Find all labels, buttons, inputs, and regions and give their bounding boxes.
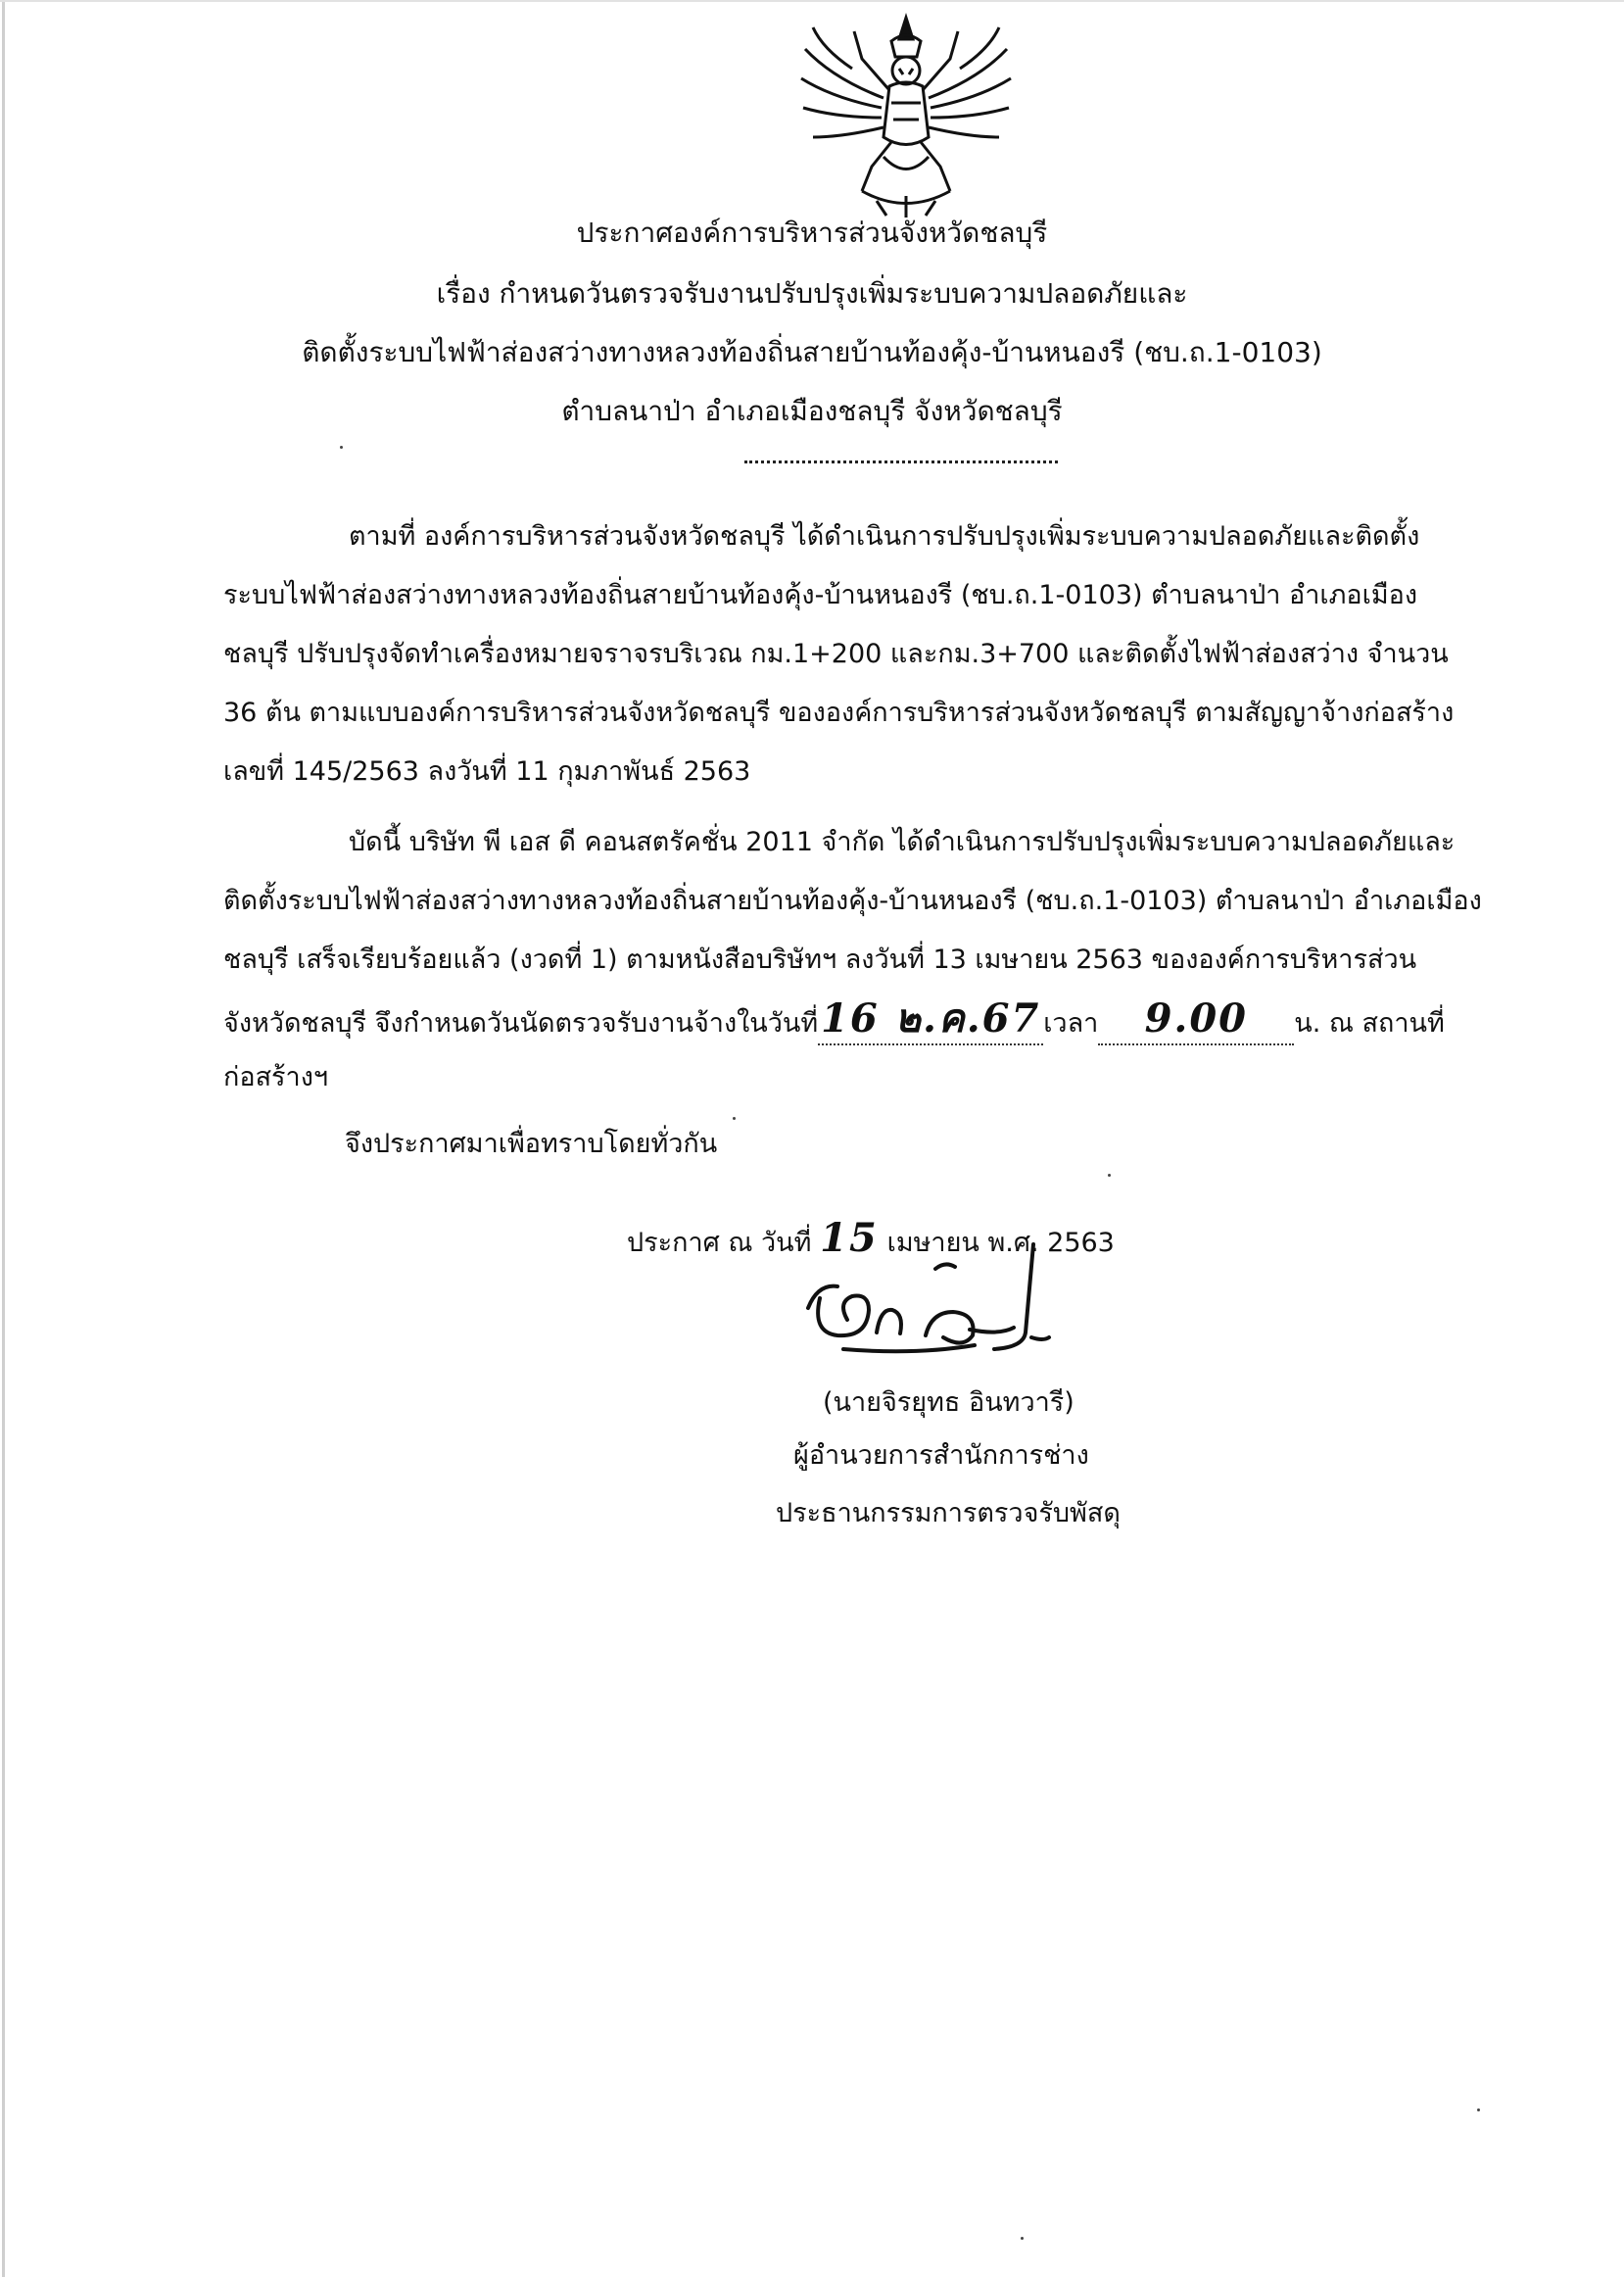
paragraph-line: ชลบุรี ปรับปรุงจัดทำเครื่องหมายจราจรบริเวณ กม.1+200 และกม.3+700 และติดตั้งไฟฟ้าส่องสว่าง จำนวน: [223, 639, 1449, 669]
scan-edge-top: [0, 0, 1624, 2]
signatory-committee-role: ประธานกรรมการตรวจรับพัสดุ: [776, 1498, 1121, 1528]
paragraph-line: บัดนี้ บริษัท พี เอส ดี คอนสตรัคชั่น 2011 จำกัด ได้ดำเนินการปรับปรุงเพิ่มระบบความปลอดภัยและ: [349, 827, 1456, 857]
handwritten-time: 9.00: [1144, 995, 1248, 1042]
paragraph-line: ชลบุรี เสร็จเรียบร้อยแล้ว (งวดที่ 1) ตามหนังสือบริษัทฯ ลงวันที่ 13 เมษายน 2563 ขององค์การบริหารส่วน: [223, 945, 1417, 975]
signatory-position: ผู้อำนวยการสำนักการช่าง: [793, 1440, 1089, 1471]
signatory-name: (นายจิรยุทธ อินทวารี): [823, 1387, 1075, 1418]
scan-speck: [1477, 2108, 1480, 2111]
handwritten-date: 16 ๒.ค.67: [821, 995, 1041, 1042]
paragraph-line: ติดตั้งระบบไฟฟ้าส่องสว่างทางหลวงท้องถิ่นสายบ้านท้องคุ้ง-บ้านหนองรี (ชบ.ถ.1-0103) ตำบลนาป่า อำเภอเมือง: [223, 886, 1482, 916]
handwritten-day: 15: [820, 1215, 879, 1261]
title-divider: [744, 460, 1058, 463]
garuda-emblem-icon: [793, 10, 1019, 220]
scan-speck: [1021, 2237, 1024, 2240]
paragraph-line: ก่อสร้างฯ: [223, 1062, 329, 1092]
paragraph-line: ระบบไฟฟ้าส่องสว่างทางหลวงท้องถิ่นสายบ้านท้องคุ้ง-บ้านหนองรี (ชบ.ถ.1-0103) ตำบลนาป่า อำเภอเมือง: [223, 580, 1418, 610]
scan-speck: [733, 1117, 736, 1120]
paragraph-line: 36 ต้น ตามแบบองค์การบริหารส่วนจังหวัดชลบุรี ขององค์การบริหารส่วนจังหวัดชลบุรี ตามสัญญาจ้างก่อสร้าง: [223, 698, 1455, 728]
subject-line-2: ติดตั้งระบบไฟฟ้าส่องสว่างทางหลวงท้องถิ่นสายบ้านท้องคุ้ง-บ้านหนองรี (ชบ.ถ.1-0103): [302, 336, 1322, 368]
time-fill-field: [1098, 995, 1294, 1045]
subject-line-1: เรื่อง กำหนดวันตรวจรับงานปรับปรุงเพิ่มระบบความปลอดภัยและ: [436, 277, 1188, 310]
paragraph-line: ตามที่ องค์การบริหารส่วนจังหวัดชลบุรี ได้ดำเนินการปรับปรุงเพิ่มระบบความปลอดภัยและติดตั้ง: [349, 521, 1420, 552]
announcement-month-year: เมษายน พ.ศ. 2563: [886, 1228, 1115, 1258]
announcement-title: ประกาศองค์การบริหารส่วนจังหวัดชลบุรี: [576, 217, 1048, 249]
paragraph-line: เลขที่ 145/2563 ลงวันที่ 11 กุมภาพันธ์ 2563: [223, 756, 751, 787]
handwritten-signature-icon: [798, 1239, 1092, 1377]
announcement-date-prefix: ประกาศ ณ วันที่: [627, 1228, 812, 1258]
date-time-prefix: จังหวัดชลบุรี จึงกำหนดวันนัดตรวจรับงานจ้างในวันที่: [223, 1008, 819, 1039]
time-label: เวลา: [1043, 1008, 1099, 1039]
scan-speck: [340, 446, 343, 449]
scan-speck: [1108, 1174, 1111, 1177]
subject-line-3: ตำบลนาป่า อำเภอเมืองชลบุรี จังหวัดชลบุรี: [561, 395, 1063, 427]
date-time-suffix: น. ณ สถานที่: [1294, 1008, 1445, 1039]
closing-statement: จึงประกาศมาเพื่อทราบโดยทั่วกัน: [345, 1129, 718, 1159]
paragraph-line-with-fill: [223, 995, 1445, 1045]
date-fill-field: [818, 995, 1043, 1045]
